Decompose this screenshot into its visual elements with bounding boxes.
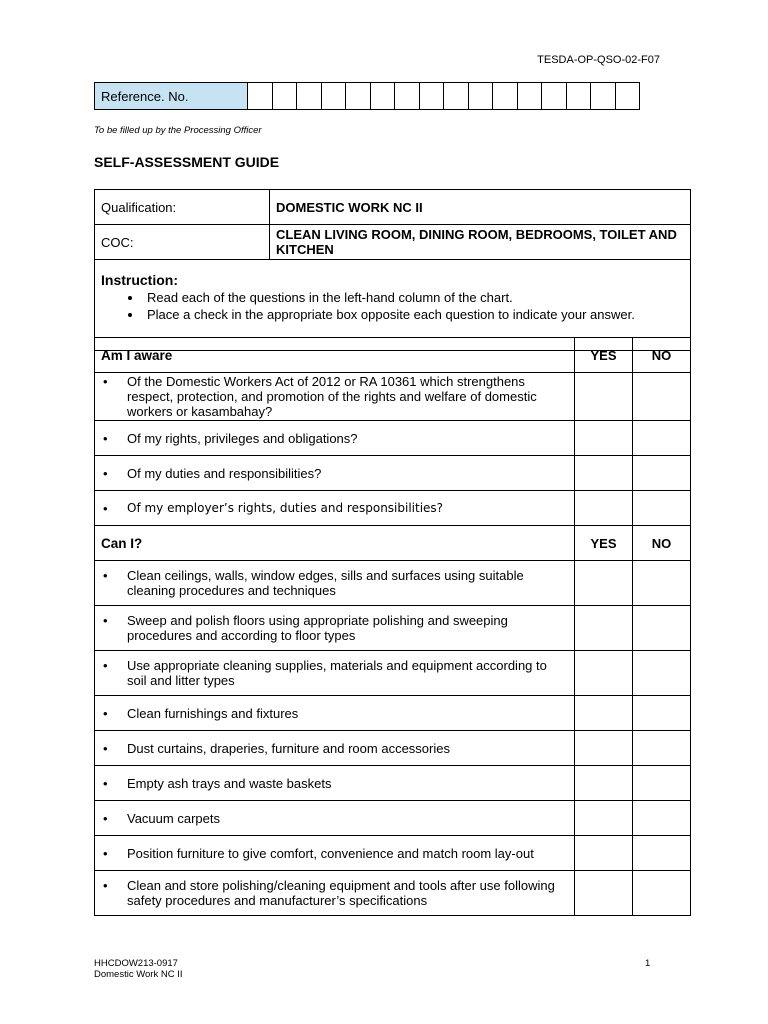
page-title: SELF-ASSESSMENT GUIDE xyxy=(94,154,280,170)
reference-digit-box[interactable] xyxy=(346,83,371,110)
table-row xyxy=(95,491,691,526)
can-header-row xyxy=(95,526,691,561)
can-question-cell xyxy=(95,606,575,651)
qualification-row xyxy=(95,190,691,225)
aware-yes-checkbox[interactable] xyxy=(575,421,633,456)
bullet: • xyxy=(103,500,108,516)
table-row xyxy=(95,421,691,456)
self-assessment-table xyxy=(94,337,691,916)
can-question-cell xyxy=(95,561,575,606)
table-row xyxy=(95,696,691,731)
bullet: • xyxy=(103,613,108,628)
can-question-text: Clean furnishings and fixtures xyxy=(127,705,299,721)
can-question-text: Dust curtains, draperies, furniture and room accessories xyxy=(127,740,450,756)
reference-digit-box[interactable] xyxy=(542,83,567,110)
reference-digit-box[interactable] xyxy=(615,83,640,110)
table-row xyxy=(95,373,691,421)
aware-yes-header: YES xyxy=(575,338,633,373)
table-row xyxy=(95,731,691,766)
reference-digit-box[interactable] xyxy=(395,83,420,110)
can-question-text: Sweep and polish floors using appropriate polishing and sweeping procedures and according to floor types xyxy=(127,613,508,643)
can-no-checkbox[interactable] xyxy=(633,651,691,696)
bullet: • xyxy=(103,568,108,583)
can-no-header: NO xyxy=(633,526,691,561)
aware-question-cell xyxy=(95,456,575,491)
reference-digit-box[interactable] xyxy=(468,83,493,110)
qualification-value: DOMESTIC WORK NC II xyxy=(270,190,691,225)
reference-digit-box[interactable] xyxy=(419,83,444,110)
bullet: • xyxy=(103,430,108,446)
reference-digit-box[interactable] xyxy=(517,83,542,110)
can-question-cell xyxy=(95,731,575,766)
can-question-text: Clean and store polishing/cleaning equipment and tools after use following safety procedures and manufacturer’s specifications xyxy=(127,878,555,908)
can-yes-checkbox[interactable] xyxy=(575,801,633,836)
aware-no-header: NO xyxy=(633,338,691,373)
reference-digit-box[interactable] xyxy=(297,83,322,110)
bullet: • xyxy=(103,878,108,893)
qualification-label: Qualification: xyxy=(95,190,270,225)
can-question-text: Vacuum carpets xyxy=(127,810,220,826)
aware-question-text: Of my rights, privileges and obligations? xyxy=(127,430,358,446)
coc-row xyxy=(95,225,691,260)
bullet: • xyxy=(103,465,108,481)
can-question-cell xyxy=(95,801,575,836)
can-yes-checkbox[interactable] xyxy=(575,766,633,801)
self-assessment-body xyxy=(95,338,691,916)
aware-question-text: Of my employer’s rights, duties and responsibilities? xyxy=(127,500,444,515)
aware-yes-checkbox[interactable] xyxy=(575,373,633,421)
bullet: • xyxy=(103,705,108,721)
instruction-title: Instruction: xyxy=(101,272,178,288)
table-row xyxy=(95,871,691,916)
aware-no-checkbox[interactable] xyxy=(633,373,691,421)
qualification-table xyxy=(94,189,691,351)
table-row xyxy=(95,456,691,491)
reference-number-table xyxy=(94,82,640,110)
can-yes-checkbox[interactable] xyxy=(575,561,633,606)
coc-value: CLEAN LIVING ROOM, DINING ROOM, BEDROOMS, TOILET AND KITCHEN xyxy=(270,225,691,260)
coc-label: COC: xyxy=(95,225,270,260)
can-no-checkbox[interactable] xyxy=(633,871,691,916)
reference-digit-box[interactable] xyxy=(321,83,346,110)
table-row xyxy=(95,801,691,836)
reference-digit-box[interactable] xyxy=(493,83,518,110)
can-no-checkbox[interactable] xyxy=(633,766,691,801)
processing-officer-note: To be filled up by the Processing Officer xyxy=(94,125,262,136)
can-no-checkbox[interactable] xyxy=(633,606,691,651)
footer-subtitle: Domestic Work NC II xyxy=(94,969,183,980)
can-yes-checkbox[interactable] xyxy=(575,651,633,696)
bullet: • xyxy=(103,775,108,791)
reference-digit-box[interactable] xyxy=(444,83,469,110)
can-yes-checkbox[interactable] xyxy=(575,731,633,766)
can-no-checkbox[interactable] xyxy=(633,836,691,871)
aware-question-cell xyxy=(95,373,575,421)
can-heading-header: Can I? xyxy=(95,526,575,561)
can-question-cell xyxy=(95,871,575,916)
can-no-checkbox[interactable] xyxy=(633,696,691,731)
can-question-text: Use appropriate cleaning supplies, materials and equipment according to soil and litter types xyxy=(127,658,547,688)
instruction-item: • Read each of the questions in the left-hand column of the chart. xyxy=(143,289,684,306)
aware-question-cell xyxy=(95,491,575,526)
reference-digit-box[interactable] xyxy=(566,83,591,110)
document-code: TESDA-OP-QSO-02-F07 xyxy=(537,54,660,66)
bullet: • xyxy=(103,740,108,756)
can-no-checkbox[interactable] xyxy=(633,731,691,766)
aware-heading-header: Am I aware xyxy=(95,338,575,373)
aware-yes-checkbox[interactable] xyxy=(575,491,633,526)
can-yes-checkbox[interactable] xyxy=(575,836,633,871)
table-row xyxy=(95,766,691,801)
aware-header-row xyxy=(95,338,691,373)
bullet: • xyxy=(103,810,108,826)
reference-number-label: Reference. No. xyxy=(95,83,248,110)
can-no-checkbox[interactable] xyxy=(633,561,691,606)
can-question-text: Position furniture to give comfort, convenience and match room lay-out xyxy=(127,845,534,861)
footer-code: HHCDOW213-0917 xyxy=(94,958,178,969)
can-yes-checkbox[interactable] xyxy=(575,871,633,916)
aware-question-text: Of my duties and responsibilities? xyxy=(127,465,322,481)
can-no-checkbox[interactable] xyxy=(633,801,691,836)
can-yes-header: YES xyxy=(575,526,633,561)
can-question-text: Clean ceilings, walls, window edges, sills and surfaces using suitable cleaning procedures and techniques xyxy=(127,568,524,598)
table-row xyxy=(95,651,691,696)
can-question-cell xyxy=(95,696,575,731)
table-row xyxy=(95,606,691,651)
reference-digit-box[interactable] xyxy=(248,83,273,110)
reference-digit-box[interactable] xyxy=(272,83,297,110)
reference-digit-box[interactable] xyxy=(591,83,616,110)
aware-no-checkbox[interactable] xyxy=(633,456,691,491)
instruction-item: • Place a check in the appropriate box opposite each question to indicate your answer. xyxy=(143,306,684,323)
table-row xyxy=(95,836,691,871)
can-question-cell xyxy=(95,651,575,696)
page-number: 1 xyxy=(645,958,651,969)
instruction-list xyxy=(101,289,684,323)
aware-question-cell xyxy=(95,421,575,456)
bullet: • xyxy=(103,658,108,673)
can-yes-checkbox[interactable] xyxy=(575,696,633,731)
can-yes-checkbox[interactable] xyxy=(575,606,633,651)
can-question-cell xyxy=(95,836,575,871)
aware-no-checkbox[interactable] xyxy=(633,421,691,456)
aware-no-checkbox[interactable] xyxy=(633,491,691,526)
aware-question-text: Of the Domestic Workers Act of 2012 or RA 10361 which strengthens respect, protection, and promotion of the rights and welfare of domestic workers or kasambahay? xyxy=(127,374,537,419)
reference-number-row xyxy=(95,83,640,110)
bullet: • xyxy=(103,845,108,861)
reference-digit-box[interactable] xyxy=(370,83,395,110)
table-row xyxy=(95,561,691,606)
bullet: • xyxy=(103,374,108,389)
aware-yes-checkbox[interactable] xyxy=(575,456,633,491)
can-question-cell xyxy=(95,766,575,801)
can-question-text: Empty ash trays and waste baskets xyxy=(127,775,332,791)
